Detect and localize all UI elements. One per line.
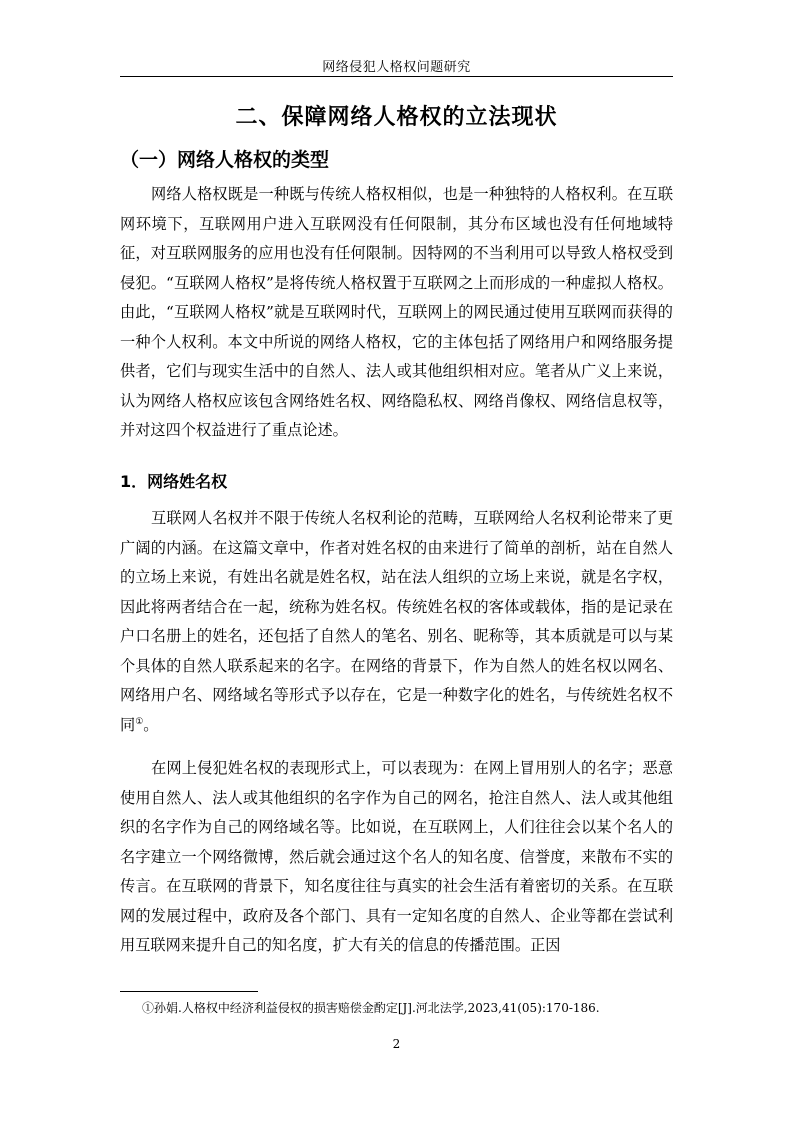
footnote-rule xyxy=(120,991,258,992)
body-paragraph-2 xyxy=(120,504,673,740)
header-rule xyxy=(120,76,673,77)
footnote: ①孙娟.人格权中经济利益侵权的损害赔偿金酌定[J].河北法学,2023,41(05):170-186. xyxy=(142,1001,600,1015)
body-paragraph-2-text: 互联网人名权并不限于传统人名权利论的范畴，互联网给人名权利论带来了更广阔的内涵。在这篇文章中，作者对姓名权的由来进行了简单的剖析，站在自然人的立场上来说，有姓出名就是姓名权，站在法人组织的立场上来说，就是名字权，因此将两者结合在一起，统称为姓名权。传统姓名权的客体或载体，指的是记录在户口名册上的姓名，还包括了自然人的笔名、别名、昵称等，其本质就是可以与某个具体的自然人联系起来的名字。在网络的背景下，作为自然人的姓名权以网名、网络用户名、网络域名等形式予以存在，它是一种数字化的姓名，与传统姓名权不同 xyxy=(120,509,673,734)
body-paragraph-2-end: 。 xyxy=(143,715,159,734)
footnote-reference[interactable]: ① xyxy=(135,716,144,727)
page-number: 2 xyxy=(392,1037,401,1051)
running-header: 网络侵犯人格权问题研究 xyxy=(322,60,471,75)
subsection-title: 1．网络姓名权 xyxy=(120,472,228,491)
chapter-title: 二、保障网络人格权的立法现状 xyxy=(235,105,558,130)
body-paragraph-1: 网络人格权既是一种既与传统人格权相似，也是一种独特的人格权利。在互联网环境下，互联网用户进入互联网没有任何限制，其分布区域也没有任何地域特征，对互联网服务的应用也没有任何限制。因特网的不当利用可以导致人格权受到侵犯。“互联网人格权”是将传统人格权置于互联网之上而形成的一种虚拟人格权。由此，“互联网人格权”就是互联网时代，互联网上的网民通过使用互联网而获得的一种个人权利。本文中所说的网络人格权，它的主体包括了网络用户和网络服务提供者，它们与现实生活中的自然人、法人或其他组织相对应。笔者从广义上来说，认为网络人格权应该包含网络姓名权、网络隐私权、网络肖像权、网络信息权等，并对这四个权益进行了重点论述。 xyxy=(120,185,673,439)
section-title: （一）网络人格权的类型 xyxy=(120,149,330,171)
body-paragraph-3: 在网上侵犯姓名权的表现形式上，可以表现为：在网上冒用别人的名字；恶意使用自然人、法人或其他组织的名字作为自己的网名，抢注自然人、法人或其他组织的名字作为自己的网络域名等。比如说，在互联网上，人们往往会以某个名人的名字建立一个网络微博，然后就会通过这个名人的知名度、信誉度，来散布不实的传言。在互联网的背景下，知名度往往与真实的社会生活有着密切的关系。在互联网的发展过程中，政府及各个部门、具有一定知名度的自然人、企业等都在尝试利用互联网来提升自己的知名度，扩大有关的信息的传播范围。正因 xyxy=(120,759,673,954)
